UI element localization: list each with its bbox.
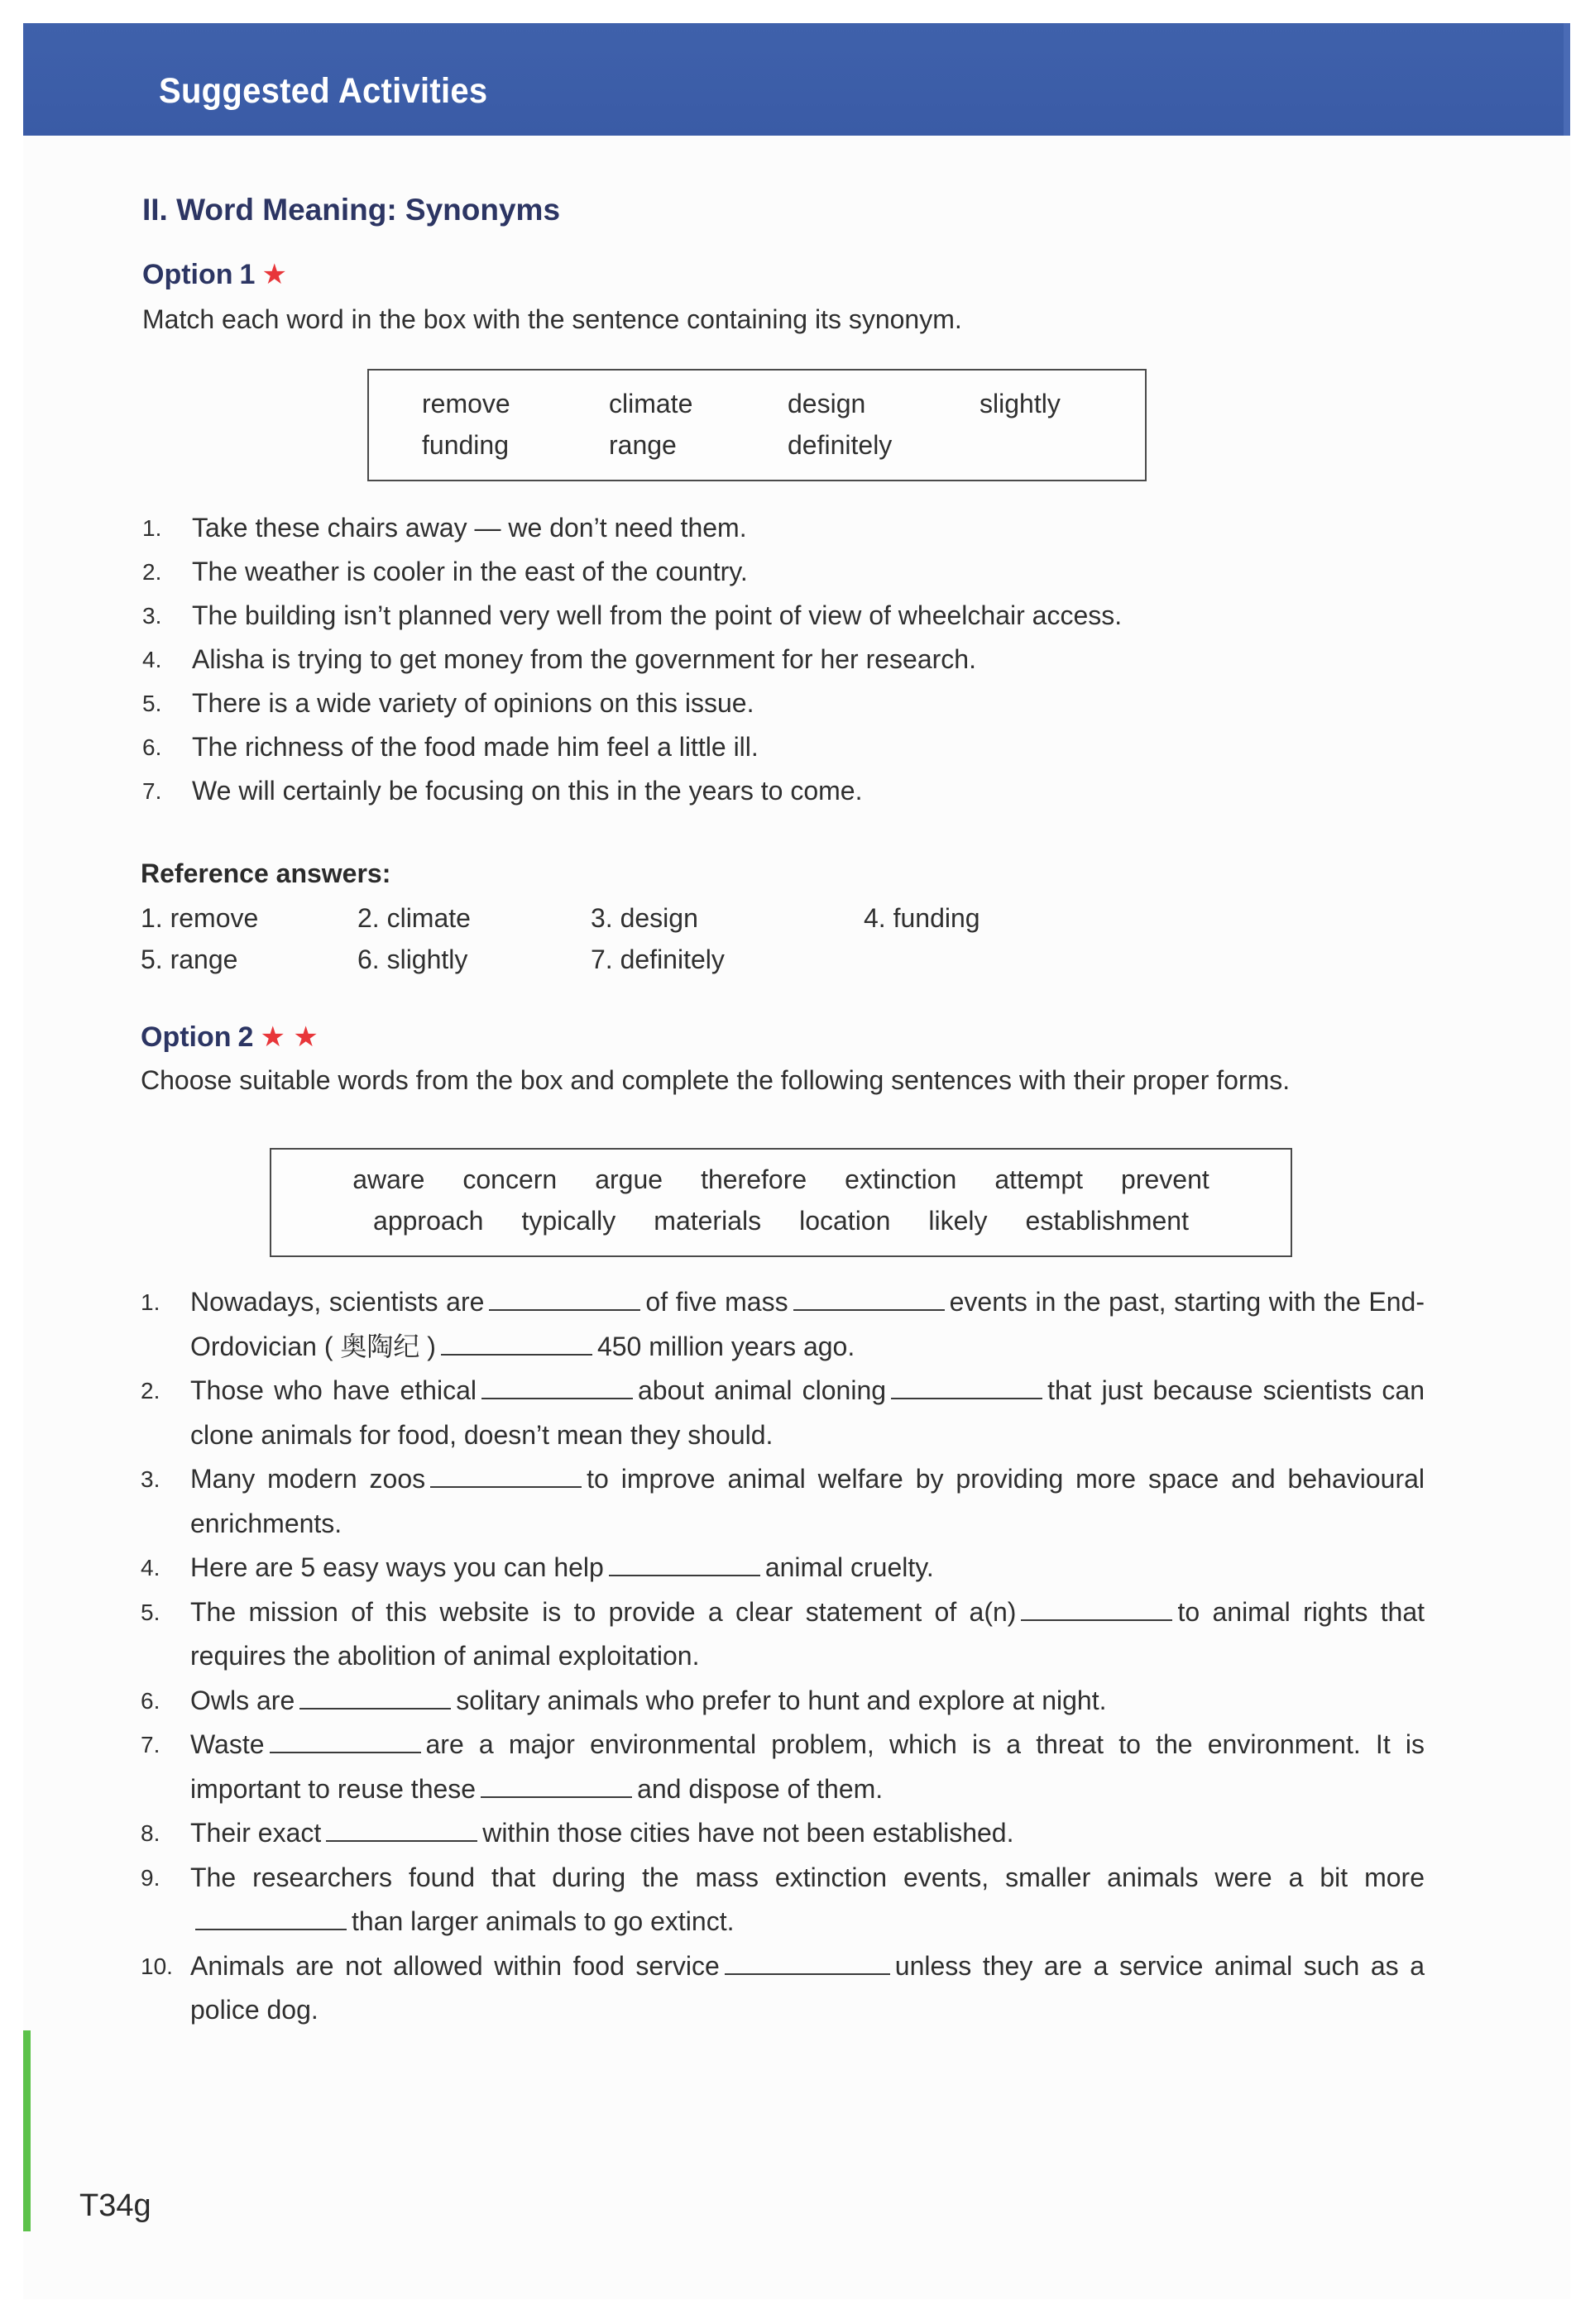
word-box-item: prevent (1121, 1164, 1209, 1194)
fill-in-blank[interactable] (270, 1727, 421, 1753)
item-number: 8. (141, 1820, 160, 1846)
item-text: to animal rights that requires the abolition of animal exploitation. (190, 1596, 1425, 1671)
section-title: II. Word Meaning: Synonyms (142, 193, 561, 227)
option-number: 1 (239, 259, 256, 290)
word-box-item: aware (352, 1164, 425, 1194)
option-2-heading (141, 1021, 319, 1054)
item-text: Animals are not allowed within food service (190, 1950, 720, 1981)
option-2-word-box (270, 1148, 1292, 1257)
fill-in-blank[interactable] (441, 1329, 592, 1356)
word-box-item: definitely (788, 430, 893, 460)
item-text: Nowadays, scientists are (190, 1287, 485, 1317)
list-item (141, 1546, 1425, 1590)
word-box-item: remove (422, 389, 510, 418)
item-text: The weather is cooler in the east of the country. (192, 557, 748, 586)
option-1-sentence-list (142, 506, 1433, 813)
list-item (142, 769, 1433, 813)
item-number: 7. (142, 778, 162, 804)
item-number: 5. (142, 691, 162, 716)
fill-in-blank[interactable] (481, 1772, 632, 1798)
word-box-item: range (609, 430, 677, 460)
item-number: 7. (141, 1732, 160, 1757)
item-text: The building isn’t planned very well from the point of view of wheelchair access. (192, 600, 1123, 630)
fill-in-blank[interactable] (725, 1949, 890, 1975)
item-text: Owls are (190, 1685, 295, 1715)
word-box-row (271, 1163, 1291, 1196)
fill-in-blank[interactable] (793, 1284, 945, 1311)
word-box-item: therefore (701, 1164, 807, 1194)
item-text: Take these chairs away — we don’t need them. (192, 513, 747, 543)
word-box-row (271, 1204, 1291, 1237)
reference-answers-title: Reference answers: (141, 858, 391, 888)
list-item (142, 681, 1433, 725)
item-text: The researchers found that during the mass extinction events, smaller animals were a bit more (190, 1862, 1425, 1892)
item-number: 6. (142, 734, 162, 760)
item-text: and dispose of them. (637, 1773, 884, 1804)
reference-answer: 4. funding (864, 903, 980, 933)
item-number: 3. (142, 603, 162, 629)
option-1-instruction: Match each word in the box with the sentence containing its synonym. (142, 304, 962, 334)
word-box-item: extinction (845, 1164, 957, 1194)
reference-answer: 7. definitely (591, 944, 725, 974)
word-box-item: design (788, 389, 866, 418)
word-box-item: concern (462, 1164, 558, 1194)
reference-answer: 3. design (591, 903, 698, 933)
word-box-item: location (799, 1206, 891, 1236)
fill-in-blank[interactable] (195, 1904, 347, 1930)
item-text: about animal cloning (638, 1375, 887, 1405)
item-number: 2. (142, 559, 162, 585)
accent-bar (23, 2030, 31, 2231)
item-number: 6. (141, 1687, 160, 1714)
star-icon: ★ ★ (260, 1021, 319, 1053)
header-title: Suggested Activities (159, 71, 488, 111)
list-item (142, 594, 1433, 638)
list-item (142, 550, 1433, 594)
list-item (141, 1811, 1425, 1856)
item-number: 3. (141, 1466, 160, 1492)
option-1-heading (142, 258, 287, 291)
item-number: 1. (142, 515, 162, 541)
word-box-item: establishment (1025, 1206, 1189, 1236)
item-text: to improve animal welfare by providing more space and behavioural enrichments. (190, 1464, 1425, 1538)
option-1-word-box (367, 369, 1147, 481)
word-box-item: materials (654, 1206, 762, 1236)
fill-in-blank[interactable] (891, 1373, 1042, 1399)
list-item (141, 1856, 1425, 1944)
item-text: that just because scientists can clone animals for food, doesn’t mean they should. (190, 1375, 1425, 1450)
list-item (141, 1590, 1425, 1679)
item-text: of five mass (645, 1287, 788, 1317)
item-text: Those who have ethical (190, 1375, 477, 1405)
option-2-sentence-list (141, 1280, 1425, 2033)
item-text: The mission of this website is to provide a clear statement of a(n) (190, 1596, 1017, 1627)
word-box-item: climate (609, 389, 693, 418)
item-text: 450 million years ago. (596, 1331, 855, 1361)
item-text: unless they are a service animal such as a police dog. (190, 1950, 1425, 2025)
fill-in-blank[interactable] (481, 1373, 633, 1399)
item-number: 10. (141, 1953, 173, 1979)
list-item (141, 1679, 1425, 1724)
list-item (142, 506, 1433, 550)
item-number: 4. (141, 1555, 160, 1580)
option-label: Option (141, 1021, 232, 1053)
word-box-item: attempt (994, 1164, 1084, 1194)
option-2-instruction: Choose suitable words from the box and complete the following sentences with their proper forms. (141, 1065, 1291, 1095)
item-text: We will certainly be focusing on this in the years to come. (192, 776, 863, 806)
word-box-item: slightly (980, 389, 1061, 418)
item-number: 9. (141, 1864, 160, 1891)
fill-in-blank[interactable] (430, 1461, 582, 1488)
fill-in-blank[interactable] (1021, 1595, 1172, 1621)
option-number: 2 (237, 1021, 254, 1053)
item-text: solitary animals who prefer to hunt and explore at night. (456, 1685, 1107, 1715)
item-text: than larger animals to go extinct. (352, 1906, 735, 1936)
reference-answer: 1. remove (141, 903, 259, 933)
reference-answer: 6. slightly (357, 944, 468, 974)
item-number: 5. (141, 1599, 160, 1625)
word-box-item: likely (928, 1206, 988, 1236)
list-item (142, 725, 1433, 769)
item-text: Alisha is trying to get money from the government for her research. (192, 644, 976, 674)
item-text: Waste (190, 1729, 265, 1759)
list-item (142, 638, 1433, 681)
item-text: Here are 5 easy ways you can help (190, 1552, 604, 1582)
word-box-item: approach (373, 1206, 484, 1236)
word-box-item: typically (521, 1206, 616, 1236)
list-item (141, 1369, 1425, 1457)
reference-answer: 5. range (141, 944, 238, 974)
item-number: 4. (142, 647, 162, 672)
item-text: Their exact (190, 1818, 322, 1848)
word-box-item: argue (595, 1164, 663, 1194)
list-item (141, 1944, 1425, 2033)
list-item (141, 1280, 1425, 1369)
star-icon: ★ (261, 259, 287, 290)
item-text: The richness of the food made him feel a little ill. (192, 732, 759, 762)
page-number: T34g (79, 2188, 151, 2223)
item-text: animal cruelty. (764, 1552, 934, 1582)
list-item (141, 1723, 1425, 1811)
item-text: events in the past, starting with the End-Ordovician ( 奥陶纪 ) (190, 1287, 1425, 1361)
list-item (141, 1457, 1425, 1546)
item-number: 2. (141, 1378, 160, 1403)
fill-in-blank[interactable] (609, 1550, 760, 1576)
item-text: within those cities have not been established. (482, 1818, 1014, 1848)
option-label: Option (142, 259, 233, 290)
item-text: are a major environmental problem, which is a threat to the environment. It is important to reuse these (190, 1729, 1425, 1804)
word-box-item: funding (422, 430, 509, 460)
item-number: 1. (141, 1289, 160, 1315)
item-text: Many modern zoos (190, 1464, 426, 1494)
fill-in-blank[interactable] (326, 1815, 477, 1842)
fill-in-blank[interactable] (489, 1284, 640, 1311)
fill-in-blank[interactable] (299, 1683, 451, 1710)
item-text: There is a wide variety of opinions on this issue. (192, 688, 754, 718)
reference-answer: 2. climate (357, 903, 471, 933)
